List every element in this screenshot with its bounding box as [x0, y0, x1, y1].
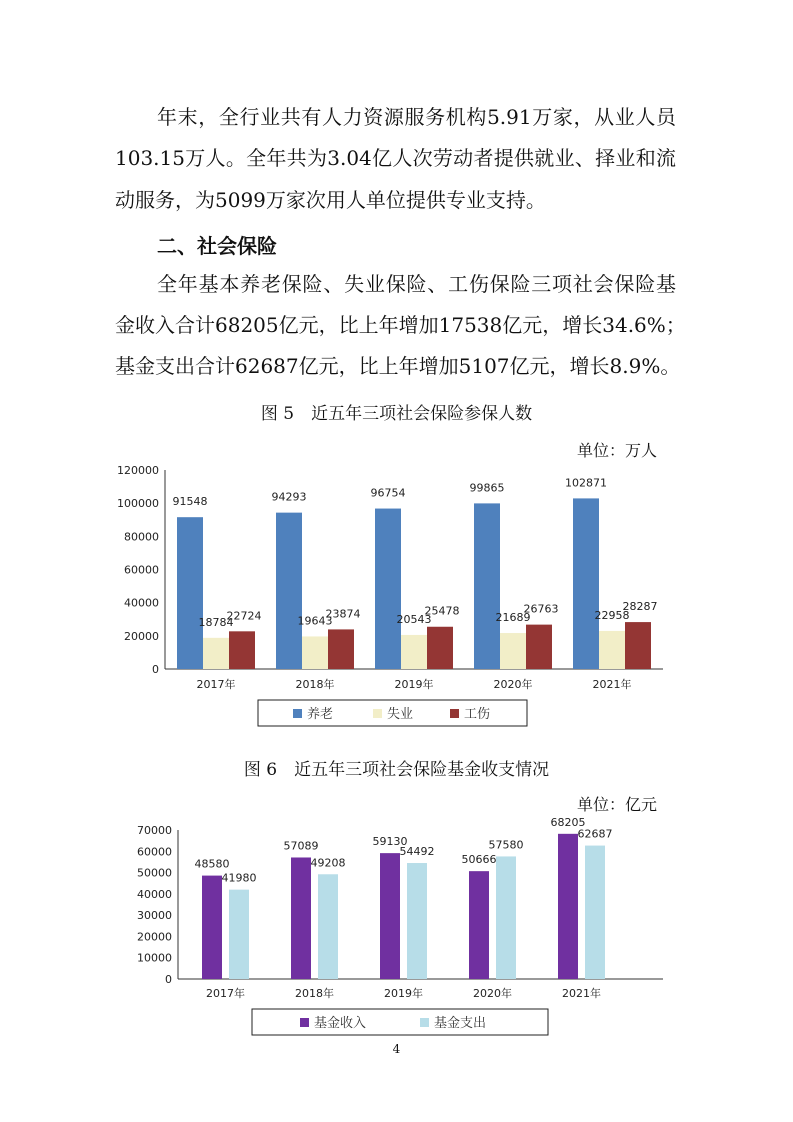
bar-失业 — [599, 631, 625, 669]
y-tick-label: 0 — [165, 973, 172, 986]
data-label: 48580 — [194, 857, 230, 871]
bar-工伤 — [526, 625, 552, 669]
figure-5-caption: 图 5 近五年三项社会保险参保人数 — [260, 404, 533, 424]
data-label: 96754 — [370, 486, 406, 500]
bar-养老 — [573, 498, 599, 669]
data-label: 57580 — [488, 838, 524, 852]
legend-swatch-工伤 — [450, 709, 459, 718]
bar-工伤 — [229, 631, 255, 669]
y-tick-label: 60000 — [137, 845, 172, 859]
legend-label: 工伤 — [464, 707, 491, 722]
data-label: 41980 — [221, 871, 257, 885]
legend-label: 基金支出 — [434, 1016, 487, 1031]
data-label: 102871 — [565, 476, 607, 490]
x-tick-label: 2020年 — [473, 987, 512, 1000]
legend-swatch-养老 — [293, 709, 302, 718]
bar-基金收入 — [558, 834, 578, 979]
data-label: 28287 — [622, 600, 658, 614]
legend-swatch-基金支出 — [420, 1018, 429, 1027]
data-label: 22724 — [226, 609, 262, 623]
bar-工伤 — [328, 629, 354, 669]
bar-养老 — [276, 513, 302, 669]
data-label: 49208 — [310, 856, 346, 870]
x-tick-label: 2018年 — [295, 678, 335, 691]
legend-box — [252, 1009, 548, 1035]
figure-6-caption: 图 6 近五年三项社会保险基金收支情况 — [243, 760, 550, 780]
x-tick-label: 2020年 — [493, 678, 533, 691]
bar-养老 — [177, 517, 203, 669]
bar-基金支出 — [496, 856, 516, 979]
bar-基金收入 — [291, 857, 311, 979]
legend-swatch-基金收入 — [300, 1018, 309, 1027]
bar-养老 — [474, 503, 500, 669]
y-tick-label: 80000 — [124, 530, 159, 544]
y-tick-label: 70000 — [137, 824, 172, 837]
data-label: 23874 — [325, 607, 361, 621]
bar-基金收入 — [469, 871, 489, 979]
data-label: 68205 — [550, 815, 586, 829]
paragraph-line: 年末，全行业共有人力资源服务机构5.91万家，从业人员 — [157, 105, 676, 129]
paragraph-line: 基金支出合计62687亿元，比上年增加5107亿元，增长8.9%。 — [115, 354, 681, 378]
bar-基金支出 — [407, 863, 427, 979]
x-tick-label: 2021年 — [562, 987, 601, 1000]
data-label: 20543 — [396, 612, 432, 626]
x-tick-label: 2019年 — [394, 678, 434, 691]
bar-失业 — [302, 636, 328, 669]
paragraph-line: 动服务，为5099万家次用人单位提供专业支持。 — [115, 188, 546, 212]
data-label: 94293 — [271, 490, 307, 504]
bar-基金收入 — [202, 876, 222, 979]
bar-失业 — [203, 638, 229, 669]
y-tick-label: 40000 — [124, 596, 159, 610]
data-label: 59130 — [372, 835, 408, 849]
y-tick-label: 20000 — [137, 930, 172, 944]
section-heading: 二、社会保险 — [157, 234, 277, 258]
legend-label: 基金收入 — [314, 1016, 367, 1031]
x-tick-label: 2018年 — [295, 987, 334, 1000]
x-tick-label: 2017年 — [196, 678, 236, 691]
paragraph-line: 103.15万人。全年共为3.04亿人次劳动者提供就业、择业和流 — [115, 146, 676, 170]
bar-基金支出 — [318, 874, 338, 979]
y-tick-label: 100000 — [117, 497, 159, 511]
legend-label: 失业 — [387, 707, 414, 722]
paragraph-line: 金收入合计68205亿元，比上年增加17538亿元，增长34.6%； — [115, 313, 686, 337]
bar-养老 — [375, 509, 401, 669]
data-label: 54492 — [399, 845, 435, 859]
bar-基金支出 — [585, 846, 605, 979]
data-label: 22958 — [594, 608, 630, 622]
x-tick-label: 2021年 — [592, 678, 632, 691]
y-tick-label: 60000 — [124, 563, 159, 577]
legend-swatch-失业 — [373, 709, 382, 718]
data-label: 21689 — [495, 611, 531, 625]
legend-label: 养老 — [307, 707, 334, 722]
figure-5-unit: 单位：万人 — [576, 441, 657, 460]
data-label: 91548 — [172, 495, 208, 509]
x-tick-label: 2019年 — [384, 987, 423, 1000]
bar-失业 — [500, 633, 526, 669]
bar-失业 — [401, 635, 427, 669]
data-label: 50666 — [461, 853, 497, 867]
data-label: 26763 — [523, 602, 559, 616]
y-tick-label: 50000 — [137, 866, 172, 880]
y-tick-label: 0 — [152, 663, 159, 676]
y-tick-label: 120000 — [117, 464, 159, 477]
page-number: 4 — [392, 1042, 401, 1056]
data-label: 99865 — [469, 481, 505, 495]
data-label: 19643 — [297, 614, 333, 628]
y-tick-label: 10000 — [137, 951, 172, 965]
y-tick-label: 20000 — [124, 629, 159, 643]
data-label: 62687 — [577, 827, 613, 841]
data-label: 18784 — [198, 615, 234, 629]
data-label: 57089 — [283, 839, 319, 853]
figure-6-unit: 单位：亿元 — [576, 795, 657, 814]
bar-工伤 — [625, 622, 651, 669]
y-tick-label: 30000 — [137, 909, 172, 923]
data-label: 25478 — [424, 604, 460, 618]
paragraph-line: 全年基本养老保险、失业保险、工伤保险三项社会保险基 — [157, 272, 676, 296]
bar-基金收入 — [380, 853, 400, 979]
bar-工伤 — [427, 627, 453, 669]
bar-基金支出 — [229, 890, 249, 979]
y-tick-label: 40000 — [137, 887, 172, 901]
x-tick-label: 2017年 — [206, 987, 245, 1000]
